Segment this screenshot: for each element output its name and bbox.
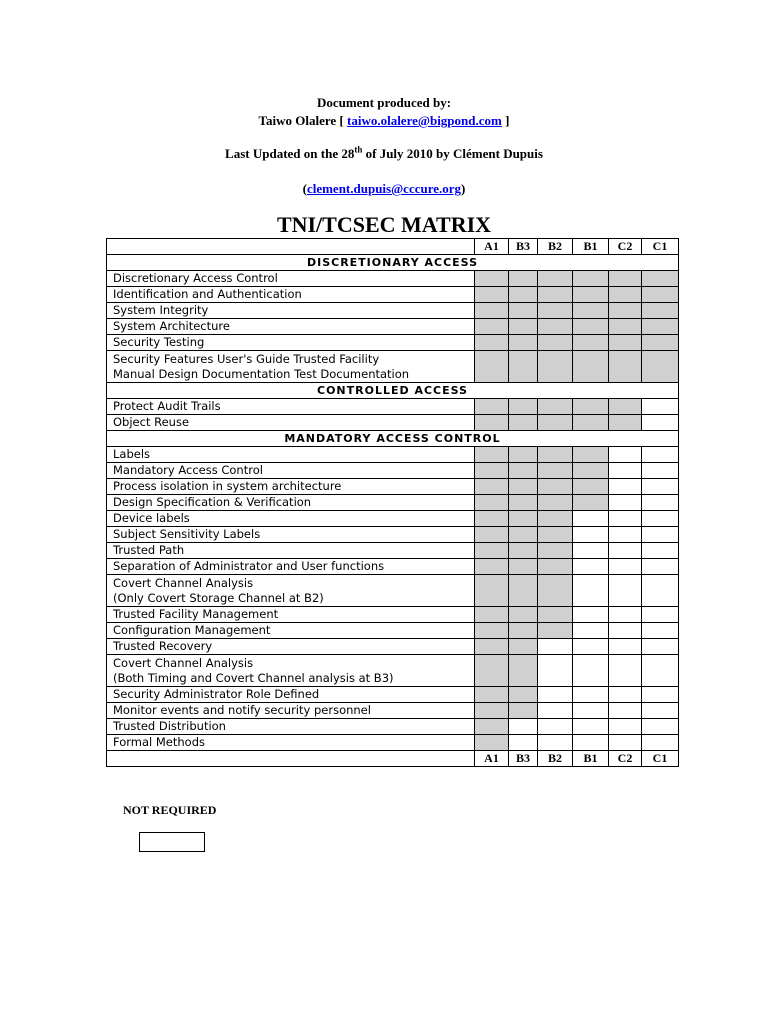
criterion-label-line: Object Reuse — [113, 415, 190, 429]
criterion-label-line: (Both Timing and Covert Channel analysis at B3) — [113, 670, 394, 685]
criterion-label-line: System Integrity — [113, 303, 209, 317]
criterion-label — [107, 575, 475, 607]
cell-required-a1 — [475, 447, 509, 463]
level-header-c1: C1 — [642, 751, 679, 767]
cell-not-required-c2 — [609, 447, 642, 463]
cell-not-required-c1 — [642, 543, 679, 559]
cell-not-required-b2 — [538, 703, 573, 719]
cell-not-required-b2 — [538, 719, 573, 735]
criterion-label-line: (Only Covert Storage Channel at B2) — [113, 590, 324, 605]
level-header-b2: B2 — [538, 239, 573, 255]
criterion-label — [107, 447, 475, 463]
matrix-row — [107, 447, 679, 463]
matrix-row — [107, 527, 679, 543]
matrix-row — [107, 575, 679, 607]
criterion-label — [107, 287, 475, 303]
cell-required-b3 — [509, 543, 538, 559]
cell-not-required-c2 — [609, 527, 642, 543]
cell-required-b3 — [509, 623, 538, 639]
cell-required-b3 — [509, 479, 538, 495]
cell-required-c1 — [642, 335, 679, 351]
cell-not-required-b1 — [573, 655, 609, 687]
cell-not-required-b1 — [573, 527, 609, 543]
criterion-label — [107, 639, 475, 655]
contact-open: ( — [302, 181, 307, 196]
cell-not-required-c2 — [609, 639, 642, 655]
criterion-label-line: Mandatory Access Control — [113, 463, 263, 477]
cell-required-b2 — [538, 575, 573, 607]
cell-required-b3 — [509, 495, 538, 511]
matrix-row — [107, 351, 679, 383]
produced-by-text: Document produced by: — [316, 95, 452, 110]
criterion-label-line: Device labels — [113, 511, 190, 525]
cell-required-b3 — [509, 511, 538, 527]
level-header-c1: C1 — [642, 239, 679, 255]
level-header-b2: B2 — [538, 751, 573, 767]
cell-required-b3 — [509, 575, 538, 607]
section-header-row — [107, 255, 679, 271]
criterion-label — [107, 399, 475, 415]
cell-required-a1 — [475, 479, 509, 495]
cell-not-required-c2 — [609, 479, 642, 495]
cell-required-b3 — [509, 415, 538, 431]
cell-not-required-c2 — [609, 655, 642, 687]
cell-not-required-b3 — [509, 735, 538, 751]
criterion-label-line: Design Specification & Verification — [113, 495, 312, 509]
updated-line — [0, 145, 768, 162]
section-header: DISCRETIONARY ACCESS — [107, 255, 679, 271]
cell-required-a1 — [475, 655, 509, 687]
matrix-row — [107, 463, 679, 479]
cell-required-b2 — [538, 527, 573, 543]
criterion-label-line: Manual Design Documentation Test Documentation — [113, 366, 410, 381]
matrix-row — [107, 543, 679, 559]
cell-not-required-b1 — [573, 735, 609, 751]
cell-required-b2 — [538, 607, 573, 623]
cell-required-a1 — [475, 639, 509, 655]
cell-required-b1 — [573, 479, 609, 495]
cell-required-a1 — [475, 271, 509, 287]
level-header-c2: C2 — [609, 751, 642, 767]
cell-not-required-b1 — [573, 639, 609, 655]
cell-required-b1 — [573, 271, 609, 287]
contact-close: ) — [461, 181, 466, 196]
cell-required-b3 — [509, 319, 538, 335]
cell-not-required-c2 — [609, 495, 642, 511]
criterion-label-line: Labels — [113, 447, 151, 461]
criterion-label — [107, 495, 475, 511]
level-header-row-bottom — [107, 751, 679, 767]
cell-required-b1 — [573, 319, 609, 335]
criterion-label — [107, 735, 475, 751]
cell-required-b3 — [509, 447, 538, 463]
cell-not-required-c1 — [642, 623, 679, 639]
cell-required-b2 — [538, 447, 573, 463]
cell-not-required-c1 — [642, 639, 679, 655]
cell-not-required-c1 — [642, 655, 679, 687]
cell-not-required-c1 — [642, 447, 679, 463]
criterion-label-line: Covert Channel Analysis — [113, 575, 254, 590]
cell-required-b3 — [509, 559, 538, 575]
criterion-label — [107, 687, 475, 703]
cell-not-required-b1 — [573, 543, 609, 559]
cell-required-b3 — [509, 703, 538, 719]
cell-required-a1 — [475, 351, 509, 383]
cell-not-required-c2 — [609, 623, 642, 639]
cell-not-required-c1 — [642, 607, 679, 623]
cell-required-b1 — [573, 447, 609, 463]
criterion-label — [107, 479, 475, 495]
cell-required-b1 — [573, 495, 609, 511]
cell-not-required-c1 — [642, 511, 679, 527]
level-header-a1: A1 — [475, 239, 509, 255]
contact-line — [0, 180, 768, 197]
cell-required-a1 — [475, 527, 509, 543]
criterion-label — [107, 703, 475, 719]
matrix-row — [107, 735, 679, 751]
level-header-blank — [107, 751, 475, 767]
cell-not-required-c1 — [642, 527, 679, 543]
cell-required-c1 — [642, 351, 679, 383]
cell-required-a1 — [475, 687, 509, 703]
cell-required-b2 — [538, 351, 573, 383]
criterion-label-line: Trusted Distribution — [113, 719, 226, 733]
author-name: Taiwo Olalere [ — [258, 113, 344, 128]
cell-required-b1 — [573, 335, 609, 351]
level-header-a1: A1 — [475, 751, 509, 767]
cell-required-b2 — [538, 479, 573, 495]
criterion-label-line: Separation of Administrator and User functions — [113, 559, 385, 573]
cell-required-b3 — [509, 399, 538, 415]
cell-required-b2 — [538, 271, 573, 287]
cell-not-required-c2 — [609, 559, 642, 575]
criterion-label-line: Trusted Recovery — [113, 639, 213, 653]
cell-required-b3 — [509, 287, 538, 303]
criterion-label — [107, 351, 475, 383]
cell-required-a1 — [475, 607, 509, 623]
legend-swatch-not-required — [139, 832, 205, 852]
cell-not-required-c1 — [642, 719, 679, 735]
cell-not-required-c2 — [609, 463, 642, 479]
cell-required-b2 — [538, 415, 573, 431]
section-header: MANDATORY ACCESS CONTROL — [107, 431, 679, 447]
matrix-row — [107, 639, 679, 655]
cell-not-required-b1 — [573, 511, 609, 527]
cell-not-required-c1 — [642, 479, 679, 495]
cell-required-c2 — [609, 335, 642, 351]
cell-required-b3 — [509, 607, 538, 623]
cell-not-required-b1 — [573, 607, 609, 623]
criterion-label-line: Trusted Path — [113, 543, 185, 557]
cell-not-required-b2 — [538, 735, 573, 751]
criterion-label-line: Protect Audit Trails — [113, 399, 221, 413]
criterion-label-line: Identification and Authentication — [113, 287, 302, 301]
cell-required-a1 — [475, 399, 509, 415]
cell-required-b2 — [538, 303, 573, 319]
cell-required-b3 — [509, 527, 538, 543]
cell-required-a1 — [475, 719, 509, 735]
matrix-row — [107, 415, 679, 431]
cell-required-b2 — [538, 559, 573, 575]
cell-not-required-c2 — [609, 719, 642, 735]
cell-required-a1 — [475, 303, 509, 319]
tcsec-matrix-table — [106, 238, 679, 767]
cell-required-a1 — [475, 543, 509, 559]
level-header-c2: C2 — [609, 239, 642, 255]
cell-not-required-c1 — [642, 735, 679, 751]
matrix-row — [107, 495, 679, 511]
criterion-label — [107, 319, 475, 335]
cell-not-required-c2 — [609, 735, 642, 751]
cell-not-required-c2 — [609, 543, 642, 559]
matrix-row — [107, 399, 679, 415]
cell-required-b2 — [538, 543, 573, 559]
cell-not-required-c1 — [642, 559, 679, 575]
cell-required-a1 — [475, 511, 509, 527]
author-bracket: ] — [505, 113, 510, 128]
cell-not-required-b3 — [509, 719, 538, 735]
criterion-label-line: Subject Sensitivity Labels — [113, 527, 261, 541]
section-header: CONTROLLED ACCESS — [107, 383, 679, 399]
updated-suffix: of July 2010 by Clément Dupuis — [362, 146, 543, 161]
cell-required-b1 — [573, 351, 609, 383]
criterion-label — [107, 511, 475, 527]
criterion-label-line: Security Administrator Role Defined — [113, 687, 320, 701]
cell-not-required-b1 — [573, 575, 609, 607]
cell-required-a1 — [475, 335, 509, 351]
cell-required-c2 — [609, 415, 642, 431]
criterion-label — [107, 623, 475, 639]
criterion-label-line: Covert Channel Analysis — [113, 655, 254, 670]
cell-not-required-c2 — [609, 575, 642, 607]
criterion-label — [107, 543, 475, 559]
produced-by-line — [0, 94, 768, 111]
matrix-row — [107, 271, 679, 287]
criterion-label — [107, 719, 475, 735]
contact-email-link[interactable]: clement.dupuis@cccure.org — [306, 181, 462, 196]
cell-required-b1 — [573, 287, 609, 303]
cell-not-required-c1 — [642, 575, 679, 607]
criterion-label-line: Process isolation in system architecture — [113, 479, 342, 493]
cell-required-c1 — [642, 319, 679, 335]
criterion-label — [107, 271, 475, 287]
criterion-label — [107, 463, 475, 479]
criterion-label-line: Formal Methods — [113, 735, 205, 749]
criterion-label-line: Security Testing — [113, 335, 205, 349]
cell-required-b1 — [573, 399, 609, 415]
cell-required-c2 — [609, 351, 642, 383]
criterion-label-line: System Architecture — [113, 319, 230, 333]
cell-required-c2 — [609, 287, 642, 303]
cell-required-b2 — [538, 623, 573, 639]
matrix-row — [107, 655, 679, 687]
cell-not-required-c2 — [609, 511, 642, 527]
cell-required-a1 — [475, 623, 509, 639]
level-header-b1: B1 — [573, 239, 609, 255]
cell-not-required-c1 — [642, 687, 679, 703]
cell-required-a1 — [475, 559, 509, 575]
cell-required-a1 — [475, 319, 509, 335]
criterion-label — [107, 655, 475, 687]
section-header-row — [107, 383, 679, 399]
cell-required-b2 — [538, 319, 573, 335]
matrix-row — [107, 319, 679, 335]
cell-not-required-b1 — [573, 687, 609, 703]
cell-required-c2 — [609, 319, 642, 335]
level-header-blank — [107, 239, 475, 255]
matrix-row — [107, 287, 679, 303]
cell-required-c2 — [609, 303, 642, 319]
author-line — [0, 112, 768, 129]
cell-required-b2 — [538, 335, 573, 351]
cell-not-required-b2 — [538, 639, 573, 655]
cell-not-required-c1 — [642, 703, 679, 719]
cell-required-b3 — [509, 687, 538, 703]
criterion-label — [107, 559, 475, 575]
cell-required-b3 — [509, 463, 538, 479]
cell-not-required-b1 — [573, 703, 609, 719]
cell-not-required-b1 — [573, 719, 609, 735]
criterion-label — [107, 335, 475, 351]
cell-required-c1 — [642, 303, 679, 319]
cell-required-c2 — [609, 399, 642, 415]
updated-prefix: Last Updated on the 28 — [225, 146, 355, 161]
cell-not-required-c1 — [642, 495, 679, 511]
cell-required-a1 — [475, 703, 509, 719]
criterion-label-line: Monitor events and notify security personnel — [113, 703, 371, 717]
criterion-label-line: Discretionary Access Control — [113, 271, 278, 285]
cell-required-b3 — [509, 639, 538, 655]
cell-required-a1 — [475, 575, 509, 607]
cell-not-required-b1 — [573, 559, 609, 575]
cell-required-b1 — [573, 415, 609, 431]
cell-required-b3 — [509, 271, 538, 287]
cell-not-required-b2 — [538, 687, 573, 703]
cell-required-b1 — [573, 463, 609, 479]
matrix-row — [107, 479, 679, 495]
cell-required-b2 — [538, 511, 573, 527]
cell-required-b3 — [509, 303, 538, 319]
matrix-row — [107, 511, 679, 527]
cell-not-required-b1 — [573, 623, 609, 639]
cell-required-b2 — [538, 287, 573, 303]
criterion-label — [107, 527, 475, 543]
cell-required-c1 — [642, 271, 679, 287]
cell-not-required-c2 — [609, 703, 642, 719]
criterion-label — [107, 607, 475, 623]
author-email-link[interactable]: taiwo.olalere@bigpond.com — [347, 113, 502, 128]
matrix-row — [107, 703, 679, 719]
matrix-row — [107, 559, 679, 575]
cell-not-required-c2 — [609, 687, 642, 703]
cell-required-b1 — [573, 303, 609, 319]
matrix-row — [107, 303, 679, 319]
cell-required-a1 — [475, 415, 509, 431]
criterion-label — [107, 415, 475, 431]
legend-label: NOT REQUIRED — [123, 803, 217, 817]
level-header-b1: B1 — [573, 751, 609, 767]
cell-not-required-c1 — [642, 463, 679, 479]
cell-required-b2 — [538, 399, 573, 415]
matrix-row — [107, 687, 679, 703]
cell-required-a1 — [475, 287, 509, 303]
matrix-row — [107, 623, 679, 639]
matrix-row — [107, 335, 679, 351]
matrix-row — [107, 607, 679, 623]
cell-required-b3 — [509, 655, 538, 687]
cell-required-b2 — [538, 463, 573, 479]
cell-required-b2 — [538, 495, 573, 511]
level-header-b3: B3 — [509, 751, 538, 767]
matrix-row — [107, 719, 679, 735]
criterion-label-line: Trusted Facility Management — [113, 607, 279, 621]
level-header-row-top — [107, 239, 679, 255]
cell-required-a1 — [475, 495, 509, 511]
cell-not-required-c1 — [642, 415, 679, 431]
cell-required-b3 — [509, 335, 538, 351]
level-header-b3: B3 — [509, 239, 538, 255]
cell-required-a1 — [475, 463, 509, 479]
cell-not-required-c1 — [642, 399, 679, 415]
section-header-row — [107, 431, 679, 447]
cell-required-b3 — [509, 351, 538, 383]
cell-required-c1 — [642, 287, 679, 303]
criterion-label-line: Security Features User's Guide Trusted Facility — [113, 351, 380, 366]
criterion-label — [107, 303, 475, 319]
cell-required-a1 — [475, 735, 509, 751]
cell-not-required-c2 — [609, 607, 642, 623]
updated-superscript: th — [354, 144, 363, 155]
cell-not-required-b2 — [538, 655, 573, 687]
page-title: TNI/TCSEC MATRIX — [276, 212, 492, 237]
criterion-label-line: Configuration Management — [113, 623, 271, 637]
cell-required-c2 — [609, 271, 642, 287]
